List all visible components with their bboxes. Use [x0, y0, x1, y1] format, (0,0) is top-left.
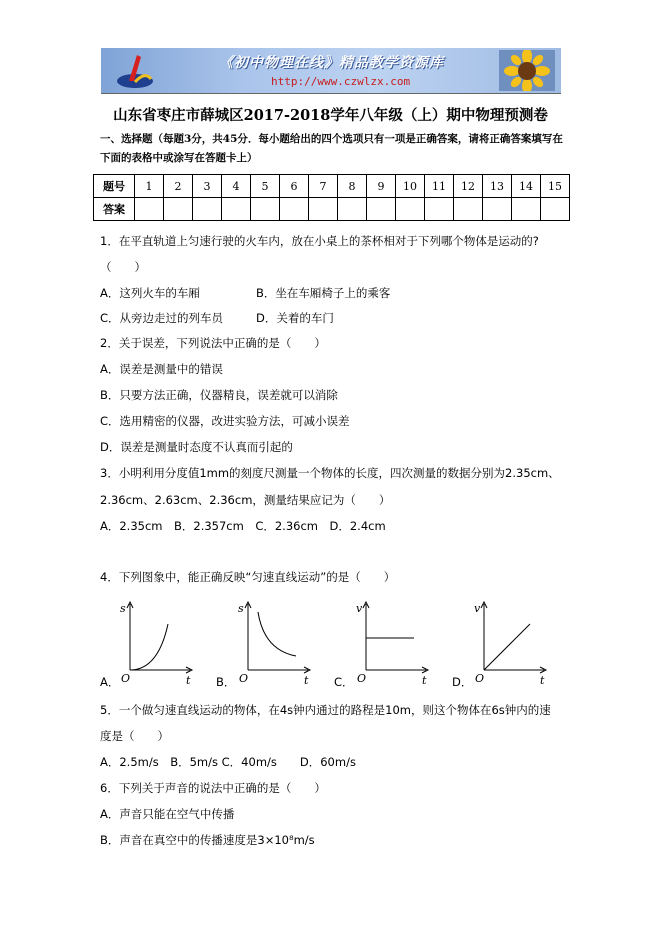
question-number-cell: 15 — [541, 175, 570, 198]
question-6-stem: 6．下列关于声音的说法中正确的是（ ） — [100, 781, 326, 795]
sunflower-icon — [499, 50, 555, 91]
question-5-stem: 5．一个做匀速直线运动的物体，在4s钟内通过的路程是10m，则这个物体在6s钟内的速 — [100, 703, 551, 717]
graph-origin-label: O — [239, 672, 249, 685]
graph-origin-label: O — [121, 672, 131, 685]
question-number-cell: 8 — [338, 175, 367, 198]
table-row-label: 题号 — [94, 175, 135, 198]
question-number-cell: 4 — [222, 175, 251, 198]
question-1-option-a[interactable]: A．这列火车的车厢 — [100, 286, 200, 300]
question-2-stem: 2．关于误差，下列说法中正确的是（ ） — [100, 336, 326, 350]
question-3-stem-cont: 2.36cm、2.63cm、2.36cm，测量结果应记为（ ） — [100, 493, 391, 507]
question-4-option-c[interactable]: C． — [334, 675, 354, 689]
answer-cell[interactable] — [425, 198, 454, 221]
graph-b-svg — [236, 598, 316, 688]
question-2-option-a[interactable]: A．误差是测量中的错误 — [100, 362, 223, 376]
graph-c-svg — [354, 598, 434, 688]
question-1-option-b[interactable]: B．坐在车厢椅子上的乘客 — [256, 286, 391, 300]
question-5-options[interactable]: A．2.5m/s B．5m/s C．40m/s D．60m/s — [100, 755, 356, 769]
answer-cell[interactable] — [164, 198, 193, 221]
table-row — [94, 175, 570, 198]
graph-y-label: s — [120, 602, 126, 615]
question-4-option-b[interactable]: B． — [216, 675, 236, 689]
question-number-cell: 10 — [396, 175, 425, 198]
answer-cell[interactable] — [280, 198, 309, 221]
graph-d-svg — [472, 598, 552, 688]
question-4-stem: 4．下列图象中，能正确反映“匀速直线运动”的是（ ） — [100, 570, 396, 584]
answer-cell[interactable] — [338, 198, 367, 221]
question-number-cell: 1 — [135, 175, 164, 198]
question-1-option-c[interactable]: C．从旁边走过的列车员 — [100, 311, 224, 325]
graph-x-label: t — [186, 674, 191, 687]
graph-b — [236, 598, 316, 688]
graph-c — [354, 598, 434, 688]
answer-cell[interactable] — [251, 198, 280, 221]
question-1-stem: 1．在平直轨道上匀速行驶的火车内，放在小桌上的茶杯相对于下列哪个物体是运动的? — [100, 234, 539, 248]
question-2-option-d[interactable]: D．误差是测量时态度不认真而引起的 — [100, 440, 293, 454]
graph-x-label: t — [540, 674, 545, 687]
graph-y-label: v — [356, 602, 363, 615]
answer-cell[interactable] — [193, 198, 222, 221]
header-banner — [101, 48, 561, 93]
graph-x-label: t — [422, 674, 427, 687]
answer-cell[interactable] — [541, 198, 570, 221]
question-number-cell: 7 — [309, 175, 338, 198]
table-row — [94, 198, 570, 221]
question-number-cell: 5 — [251, 175, 280, 198]
question-4-option-a[interactable]: A． — [100, 675, 120, 689]
question-4-option-d[interactable]: D． — [452, 675, 473, 689]
question-1-option-d[interactable]: D．关着的车门 — [256, 311, 334, 325]
graph-a — [118, 598, 198, 688]
question-6-option-b[interactable]: B．声音在真空中的传播速度是3×10⁸m/s — [100, 833, 315, 847]
question-1-blank: （ ） — [100, 260, 146, 274]
answer-table — [93, 174, 570, 221]
question-number-cell: 9 — [367, 175, 396, 198]
question-number-cell: 14 — [512, 175, 541, 198]
graph-y-label: v — [474, 602, 481, 615]
answer-cell[interactable] — [512, 198, 541, 221]
graph-x-label: t — [304, 674, 309, 687]
question-6-option-a[interactable]: A．声音只能在空气中传播 — [100, 807, 235, 821]
question-number-cell: 6 — [280, 175, 309, 198]
graph-a-svg — [118, 598, 198, 688]
answer-cell[interactable] — [483, 198, 512, 221]
banner-url[interactable]: http://www.czwlzx.com — [271, 75, 411, 88]
answer-cell[interactable] — [135, 198, 164, 221]
question-number-cell: 2 — [164, 175, 193, 198]
question-number-cell: 3 — [193, 175, 222, 198]
question-number-cell: 11 — [425, 175, 454, 198]
graph-d — [472, 598, 552, 688]
question-5-stem-cont: 度是（ ） — [100, 729, 169, 743]
graph-curve — [130, 624, 168, 670]
question-number-cell: 12 — [454, 175, 483, 198]
question-number-cell: 13 — [483, 175, 512, 198]
section-heading: 一、选择题（每题3分，共45分．每小题给出的四个选项只有一项是正确答案，请将正确答案填写在下面的表格中或涂写在答题卡上） — [100, 133, 563, 164]
answer-cell[interactable] — [367, 198, 396, 221]
banner-divider — [101, 93, 561, 94]
graph-curve — [258, 612, 296, 656]
answer-cell[interactable] — [222, 198, 251, 221]
question-3-options[interactable]: A．2.35cm B．2.357cm C．2.36cm D．2.4cm — [100, 519, 386, 533]
question-3-stem: 3．小明利用分度值1mm的刻度尺测量一个物体的长度，四次测量的数据分别为2.35cm、 — [100, 466, 560, 480]
question-2-option-b[interactable]: B．只要方法正确，仪器精良，误差就可以消除 — [100, 388, 338, 402]
banner-title: 《初中物理在线》精品教学资源库 — [219, 55, 444, 71]
table-row-label: 答案 — [94, 198, 135, 221]
graph-origin-label: O — [357, 672, 367, 685]
graph-origin-label: O — [475, 672, 485, 685]
answer-cell[interactable] — [309, 198, 338, 221]
graph-line — [484, 624, 530, 670]
answer-cell[interactable] — [396, 198, 425, 221]
page-title: 山东省枣庄市薛城区2017-2018学年八年级（上）期中物理预测卷 — [113, 107, 548, 124]
answer-cell[interactable] — [454, 198, 483, 221]
graph-y-label: s — [238, 602, 244, 615]
site-logo-icon — [115, 51, 155, 90]
question-2-option-c[interactable]: C．选用精密的仪器，改进实验方法，可减小误差 — [100, 414, 350, 428]
